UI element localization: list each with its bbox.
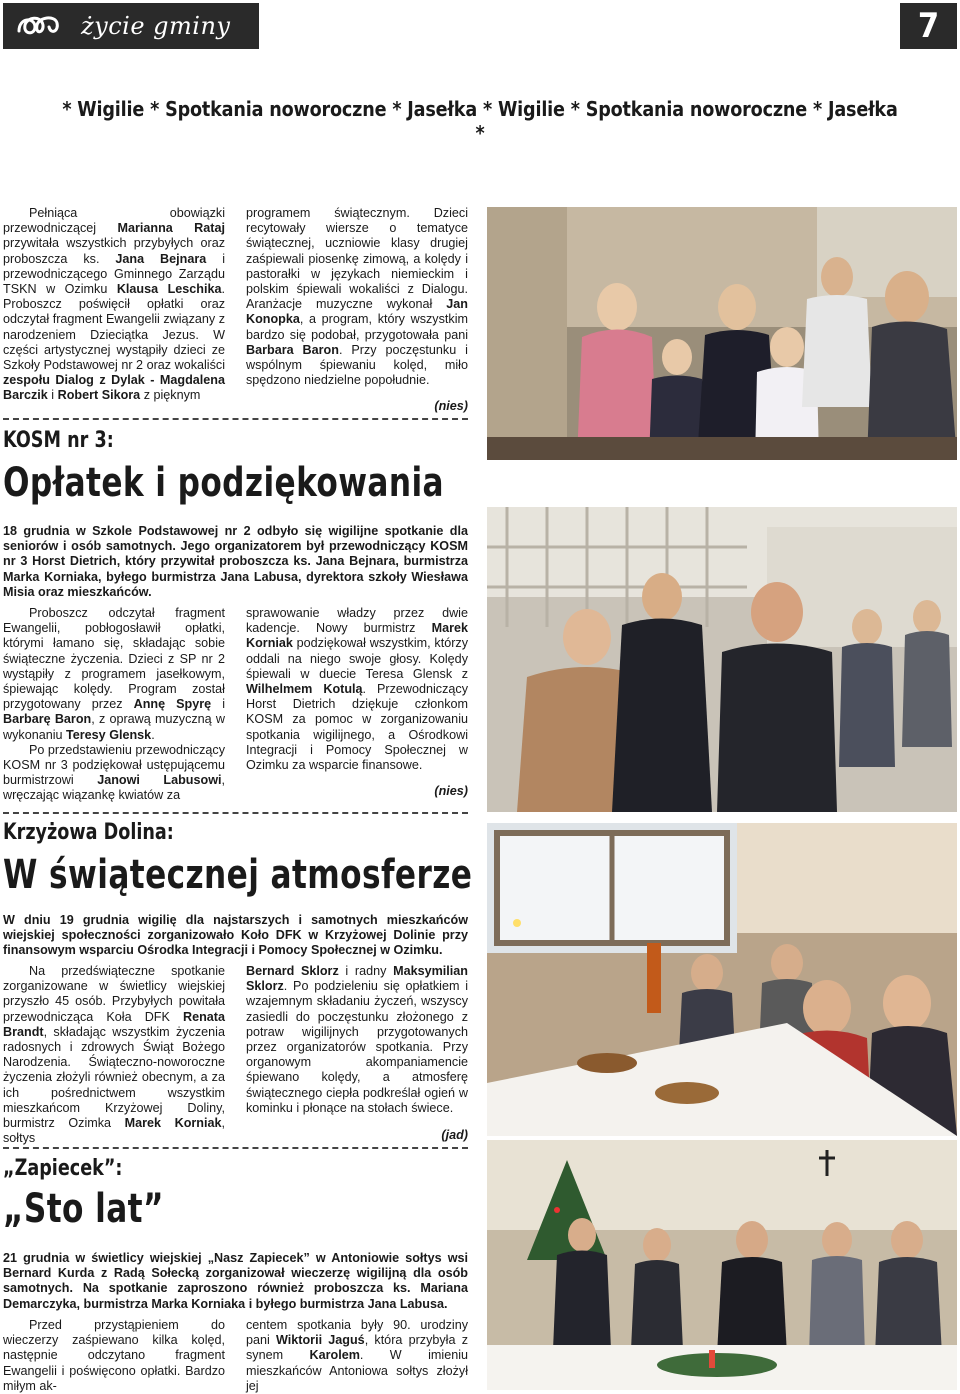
section-header: [3, 3, 259, 49]
article4-col2: centem spotkania były 90. urodziny pani Wiktorii Jaguś, która przybyła z synem Karolem. W imieniu mieszkańców Antoniowa sołtys złożył jej: [246, 1318, 468, 1393]
article3-kicker: Krzyżowa Dolina:: [3, 820, 174, 845]
article4-col1: Przed przystąpieniem do wieczerzy zaśpiewano kilka kolęd, następnie odczytano fragment Ewangelii i poświęcono opłatki. Bardzo miłym ak-: [3, 1318, 225, 1393]
photo-handshake: [487, 507, 957, 812]
article1-col1: Pełniąca obowiązki przewodniczącej Marianna Rataj przywitała wszystkich przybyłych oraz proboszcza ks. Jana Bejnara i przewodniczącego Gminnego Zarządu TSKN w Ozimku Klausa Leschika. Proboszcz poświęcił opłatki oraz odczytał fragment Ewangelii związany z narodzeniem Dzieciątka Jezus. W części artystycznej wystąpiły dzieci ze Szkoły Podstawowej nr 2 oraz wokaliści zespołu Dialog z Dylak - Magdalena Barczik i Robert Sikora z pięknym: [3, 206, 225, 403]
article1-col2: programem świątecznym. Dzieci recytowały wiersze o tematyce świątecznej, uczniowie klasy drugiej zaśpiewali piosenkę zimową, a kolędy i pastorałki w językach niemieckim i polskim śpiewali wokaliści z Dialogu. Aranżacje muzyczne wykonał Jan Konopka, a program, który wszystkim bardzo się podobał, przygotowała pani Barbara Baron. Przy poczęstunku i wspólnym śpiewaniu kolęd, miło spędzono niedzielne popołudnie.: [246, 206, 468, 388]
page-number: 7: [900, 3, 957, 49]
section-logo-icon: [15, 11, 65, 41]
article2-lead: 18 grudnia w Szkole Podstawowej nr 2 odbyło się wigilijne spotkanie dla seniorów i osób samotnych. Jego organizatorem był przewodniczący KOSM nr 3 Horst Dietrich, który przywitał proboszcza ks. Jana Bejnara, burmistrza Marka Korniaka, byłego burmistrza Jana Labusa, dyrektora szkoły Wiesława Misia oraz mieszkańców.: [3, 524, 468, 599]
photo-seniors-table: [487, 823, 957, 1136]
article3-lead: W dniu 19 grudnia wigilię dla najstarszych i samotnych mieszkańców wiejskiej społeczności zorganizowało Koło DFK w Krzyżowej Dolinie przy finansowym wsparciu Ośrodka Integracji i Pomocy Społecznej w Ozimku.: [3, 913, 468, 958]
photo-children-singing: [487, 207, 957, 460]
article3-col2: Bernard Sklorz i radny Maksymilian Sklorz. Po podzieleniu się opłatkiem i wzajemnym składaniu życzeń, wszyscy zasiedli do poczęstunku złożonego z potraw wigilijnych przygotowanych przez organizatorów spotkania. Przy organowym akompaniamencie śpiewano kolędy, a atmosferę świątecznego ciepła podkreślał ogień w kominku i płonące na stołach świece.: [246, 964, 468, 1115]
banner: * Wigilie * Spotkania noworoczne * Jasełka * Wigilie * Spotkania noworoczne * Jasełka *: [62, 97, 898, 145]
article2-col1: Proboszcz odczytał fragment Ewangelii, pobłogosławił opłatki, którymi łamano się, składając sobie świąteczne życzenia. Dzieci z SP nr 2 wystąpiły z programem jasełkowym, śpiewając kolędy. Program został przygotowany przez Annę Spyrę i Barbarę Baron, z oprawą muzyczną w wykonaniu Teresy Glensk. Po przedstawieniu przewodniczący KOSM nr 3 podziękował ustępującemu burmistrzowi Janowi Labusowi, wręczając wiązankę kwiatów za: [3, 606, 226, 803]
section-title: życie gminy: [81, 12, 231, 40]
divider-2: [3, 812, 468, 814]
article4-headline: „Sto lat”: [3, 1186, 164, 1232]
article4-lead: 21 grudnia w świetlicy wiejskiej „Nasz Zapiecek” w Antoniowie sołtys wsi Bernard Kurda z Radą Sołecką zorganizował wieczerzę wigilijną dla osób samotnych. Na spotkanie zaproszono również proboszcza ks. Mariana Demarczyka, burmistrza Marka Korniaka i byłego burmistrza Jana Labusa.: [3, 1251, 468, 1311]
divider-1: [3, 418, 468, 420]
photo-birthday-celebration: [487, 1140, 957, 1390]
article3-col1: Na przedświąteczne spotkanie zorganizowane w świetlicy wiejskiej przyszło 45 osób. Przybyłych powitała przewodnicząca Koła DFK Renata Brandt, składając wszystkim życzenia radosnych i zdrowych Świąt Bożego Narodzenia. Świąteczno-noworoczne życzenia złożyli również obecnym, a za ich pośrednictwem wszystkim mieszkańcom Krzyżowej Doliny, burmistrz Ozimka Marek Korniak, sołtys: [3, 964, 225, 1146]
article4-kicker: „Zapiecek”:: [3, 1156, 123, 1181]
article2-headline: Opłatek i podziękowania: [3, 460, 445, 506]
article1-signature: (nies): [434, 399, 468, 413]
article3-headline: W świątecznej atmosferze: [3, 852, 473, 898]
article3-signature: (jad): [441, 1128, 468, 1142]
article2-col2: sprawowanie władzy przez dwie kadencje. Nowy burmistrz Marek Korniak podziękował wszystkim, którzy oddali na niego swoje głosy. Kolędy śpiewali w duecie Teresa Glensk z Wilhelmem Kotulą. Przewodniczący Horst Dietrich dziękuje członkom KOSM za pomoc w zorganizowaniu spotkania wigilijnego, a Ośrodkowi Integracji i Pomocy Społecznej w Ozimku za wsparcie finansowe.: [246, 606, 468, 773]
article2-kicker: KOSM nr 3:: [3, 428, 114, 453]
article2-signature: (nies): [434, 784, 468, 798]
divider-3: [3, 1147, 468, 1149]
